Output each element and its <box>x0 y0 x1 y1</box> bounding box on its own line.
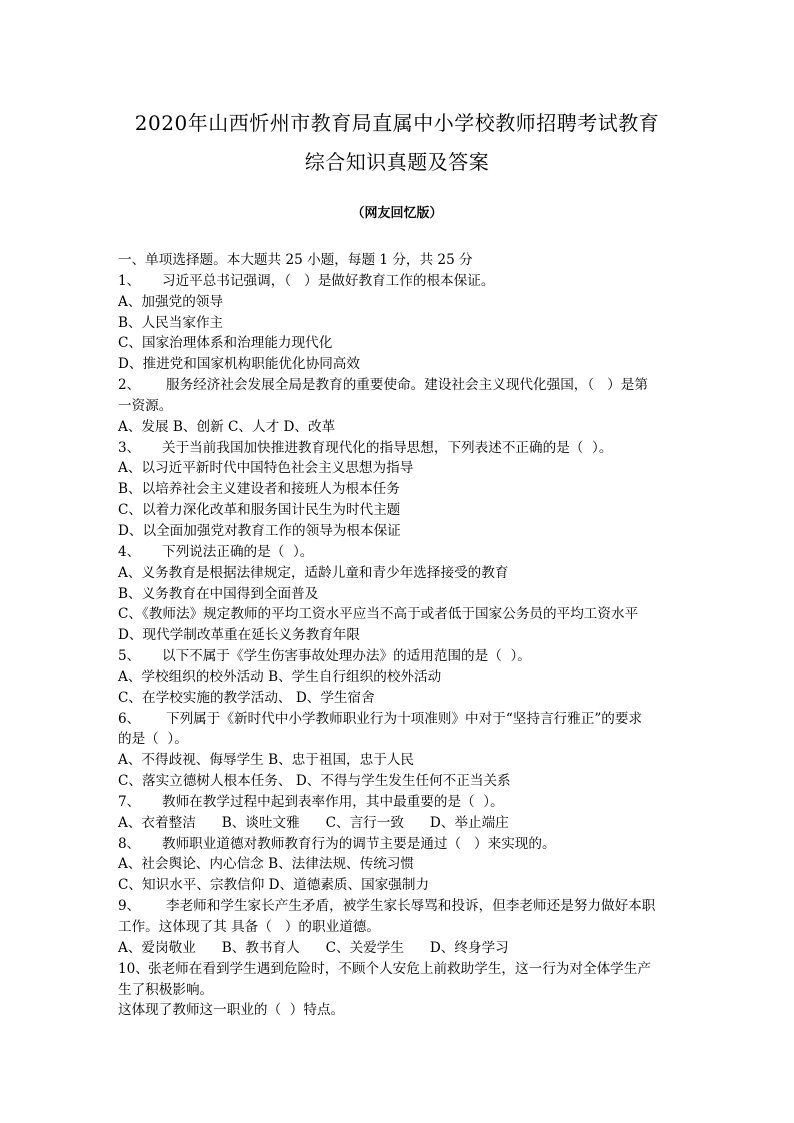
line-text: C、《教师法》规定教师的平均工资水平应当不高于或者低于国家公务员的平均工资水平 <box>118 606 639 623</box>
text-line <box>118 604 678 625</box>
line-text: 习近平总书记强调，（ ）是做好教育工作的根本保证。 <box>162 272 495 289</box>
text-line <box>118 458 678 479</box>
question-number: 7、 <box>118 793 141 810</box>
document-title-line2: 综合知识真题及答案 <box>304 150 490 174</box>
text-line <box>118 1000 678 1021</box>
text-line <box>118 875 678 896</box>
question-line <box>118 709 678 730</box>
question-number: 2、 <box>118 377 141 394</box>
text-line <box>118 917 678 938</box>
text-line <box>118 688 678 709</box>
text-line <box>118 563 678 584</box>
question-number: 9、 <box>118 898 141 915</box>
text-line <box>118 771 678 792</box>
text-line <box>118 854 678 875</box>
line-text: 李老师和学生家长产生矛盾，被学生家长辱骂和投诉，但李老师还是努力做好本职 <box>166 898 656 915</box>
line-text: D、现代学制改革重在延长义务教育年限 <box>118 627 360 644</box>
line-text: A、学校组织的校外活动 B、学生自行组织的校外活动 <box>118 668 442 685</box>
question-number: 5、 <box>118 648 141 665</box>
line-text: A、加强党的领导 <box>118 293 223 310</box>
question-line <box>118 834 678 855</box>
line-text: A、不得歧视、侮辱学生 B、忠于祖国，忠于人民 <box>118 752 415 769</box>
text-line <box>118 667 678 688</box>
line-text: A、社会舆论、内心信念 B、法律法规、传统习惯 <box>118 856 415 873</box>
line-text: A、衣着整洁 B、谈吐文雅 C、言行一致 D、举止端庄 <box>118 814 509 831</box>
line-text: 这体现了教师这一职业的（ ）特点。 <box>118 1002 345 1019</box>
text-line <box>118 313 678 334</box>
text-line <box>118 584 678 605</box>
line-text: B、以培养社会主义建设者和接班人为根本任务 <box>118 481 400 498</box>
line-text: B、义务教育在中国得到全面普及 <box>118 585 319 602</box>
line-text: A、爱岗敬业 B、教书育人 C、关爱学生 D、终身学习 <box>118 939 509 956</box>
line-text: B、人民当家作主 <box>118 314 224 331</box>
text-line <box>118 396 678 417</box>
line-text: 下列属于《新时代中小学教师职业行为十项准则》中对于“坚持言行雅正”的要求 <box>166 710 643 727</box>
question-line <box>118 438 678 459</box>
text-line <box>118 500 678 521</box>
question-line <box>118 646 678 667</box>
line-text: D、推进党和国家机构职能优化协同高效 <box>118 356 360 373</box>
line-text: 一资源。 <box>118 397 173 414</box>
question-number: 6、 <box>118 710 141 727</box>
question-line <box>118 792 678 813</box>
question-number: 4、 <box>118 543 141 560</box>
line-text: 的是（ ）。 <box>118 731 188 748</box>
text-line <box>118 250 678 271</box>
text-line <box>118 938 678 959</box>
line-text: 工作。这体现了其 具备（ ）的职业道德。 <box>118 919 380 935</box>
text-line <box>118 750 678 771</box>
question-number: 1、 <box>118 272 141 289</box>
line-text: 一、单项选择题。本大题共 25 小题，每题 1 分，共 25 分 <box>118 252 473 268</box>
text-line <box>118 333 678 354</box>
line-text: 关于当前我国加快推进教育现代化的指导思想，下列表述不正确的是（ ）。 <box>162 439 613 456</box>
line-text: C、国家治理体系和治理能力现代化 <box>118 335 333 352</box>
text-line <box>118 813 678 834</box>
line-text: 以下不属于《学生伤害事故处理办法》的适用范围的是（ ）。 <box>162 648 531 665</box>
document-body <box>118 250 678 1021</box>
text-line <box>118 980 678 1001</box>
question-number: 8、 <box>118 835 141 852</box>
text-line <box>118 292 678 313</box>
line-text: C、落实立德树人根本任务、 D、不得与学生发生任何不正当关系 <box>118 773 511 790</box>
line-text: 教师职业道德对教师教育行为的调节主要是通过（ ）来实现的。 <box>162 835 556 852</box>
line-text: A、发展 B、创新 C、人才 D、改革 <box>118 418 336 435</box>
line-text: C、以着力深化改革和服务国计民生为时代主题 <box>118 502 401 519</box>
text-line <box>118 417 678 438</box>
question-number: 10、 <box>118 960 149 977</box>
line-text: 张老师在看到学生遇到危险时，不顾个人安危上前救助学生，这一行为对全体学生产 <box>148 960 651 977</box>
line-text: A、义务教育是根据法律规定，适龄儿童和青少年选择接受的教育 <box>118 564 509 581</box>
question-line <box>118 271 678 292</box>
line-text: 教师在教学过程中起到表率作用，其中最重要的是（ ）。 <box>162 793 504 810</box>
text-line <box>118 521 678 542</box>
document-subtitle: （网友回忆版） <box>351 206 443 221</box>
question-line <box>118 896 678 917</box>
line-text: 下列说法正确的是（ ）。 <box>162 543 314 560</box>
line-text: D、以全面加强党对教育工作的领导为根本保证 <box>118 522 401 539</box>
text-line <box>118 729 678 750</box>
line-text: 生了积极影响。 <box>118 981 214 998</box>
question-line <box>118 375 678 396</box>
line-text: 服务经济社会发展全局是教育的重要使命。建设社会主义现代化强国，（ ）是第 <box>166 377 648 394</box>
question-number: 3、 <box>118 439 141 456</box>
line-text: C、在学校实施的教学活动、 D、学生宿舍 <box>118 689 375 706</box>
text-line <box>118 354 678 375</box>
question-line <box>118 959 678 980</box>
line-text: A、以习近平新时代中国特色社会主义思想为指导 <box>118 460 414 477</box>
text-line <box>118 479 678 500</box>
text-line <box>118 625 678 646</box>
line-text: C、知识水平、宗教信仰 D、道德素质、国家强制力 <box>118 877 430 894</box>
document-title-line1: 2020年山西忻州市教育局直属中小学校教师招聘考试教育 <box>134 111 660 135</box>
question-line <box>118 542 678 563</box>
